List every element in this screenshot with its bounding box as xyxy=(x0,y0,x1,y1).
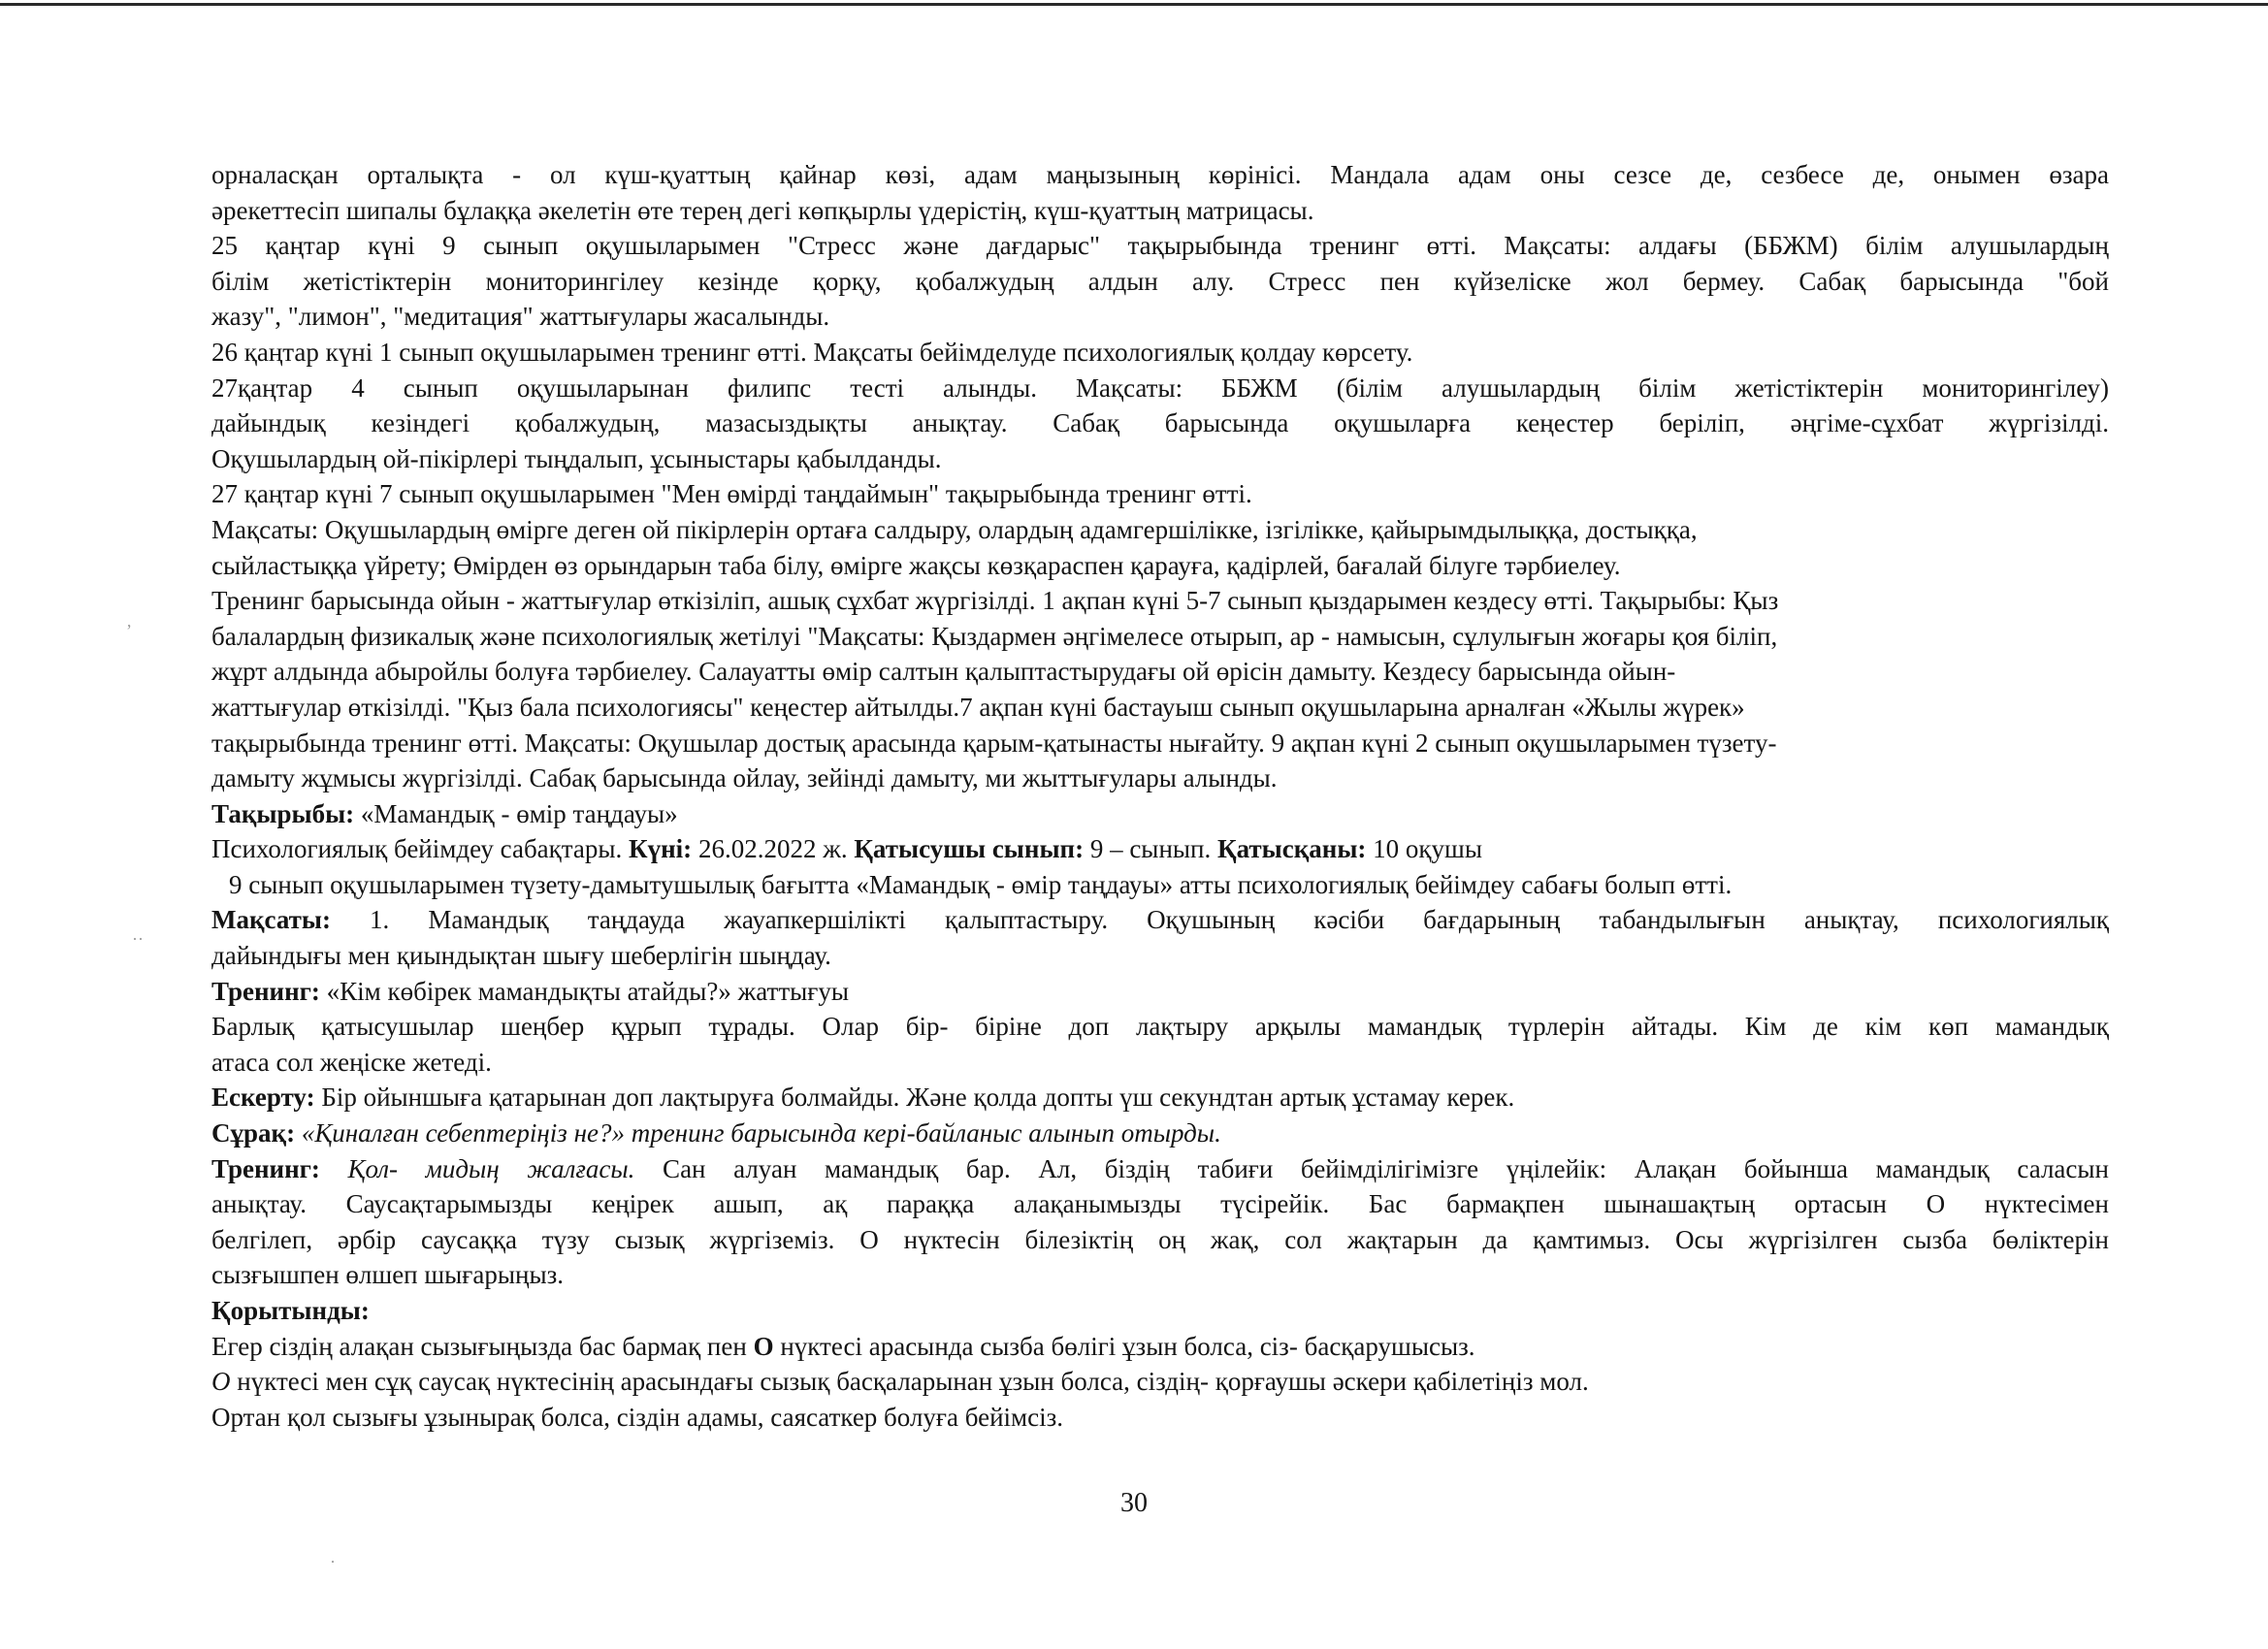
body-line: Оқушылардың ой-пікірлері тыңдалып, ұсыныстары қабылданды. xyxy=(211,443,942,473)
count-label: Қатысқаны: xyxy=(1217,834,1367,864)
body-line: 26 қаңтар күні 1 сынып оқушыларымен тренинг өтті. Мақсаты бейімделуде психологиялық қолдау көрсету. xyxy=(211,337,1413,367)
body-line: дамыту жұмысы жүргізілді. Сабақ барысында ойлау, зейінді дамыту, ми жыттығулары алынды. xyxy=(211,763,1278,793)
training-line xyxy=(211,1151,2109,1187)
question-text: «Қиналған себептеріңіз не?» тренинг барысында кері-байланыс алынып отырды. xyxy=(295,1118,1221,1148)
scan-speck: ʼ xyxy=(126,621,132,640)
body-line: балалардың физикалық және психологиялық жетілуі "Мақсаты: Қыздармен әңгімелесе отырып, ар - намысын, сұлулығын жоғары қоя біліп, xyxy=(211,621,1778,651)
conclusion-heading xyxy=(211,1293,2109,1329)
note-label: Ескерту: xyxy=(211,1083,315,1113)
body-line: әрекеттесіп шипалы бұлаққа әкелетін өте терең дегі көпқырлы үдерістің, күш-қуаттың матрицасы. xyxy=(211,195,1314,225)
scan-speck: ·· xyxy=(132,929,144,949)
body-line: атаса сол жеңіске жетеді. xyxy=(211,1047,492,1077)
session-info-line xyxy=(211,831,2109,867)
note-text: Бір ойыншыға қатарынан доп лақтыруға болмайды. Және қолда допты үш секундтан артық ұстамау керек. xyxy=(314,1083,1515,1113)
body-line: 27 қаңтар күні 7 сынып оқушыларымен "Мен өмірді таңдаймын" тақырыбында тренинг өтті. xyxy=(211,479,1252,509)
conclusion-text: нүктесі мен сұқ саусақ нүктесінің арасындағы сызық басқаларынан ұзын болса, сіздің- қорғаушы әскери қабілетіңіз мол. xyxy=(230,1367,1589,1397)
training-text: «Кім көбірек мамандықты атайды?» жаттығуы xyxy=(319,976,849,1006)
goal-line xyxy=(211,902,2109,938)
scan-speck: · xyxy=(330,1552,336,1571)
top-scan-edge xyxy=(0,3,2268,6)
body-line: белгілеп, әрбір саусаққа түзу сызық жүргіземіз. О нүктесін білезіктің оң жақ, сол жақтарын да қамтимыз. Осы жүргізілген сызба бөліктерін xyxy=(211,1224,2109,1254)
conclusion-line: Ортан қол сызығы ұзынырақ болса, сіздін адамы, саясаткер болуға бейімсіз. xyxy=(211,1402,1064,1432)
conclusion-text: Егер сіздің алақан сызығыңызда бас бармақ пен xyxy=(211,1331,754,1361)
point-o: О xyxy=(753,1331,774,1361)
date-value: 26.02.2022 ж. xyxy=(692,834,855,864)
conclusion-label: Қорытынды: xyxy=(211,1296,370,1325)
conclusion-line xyxy=(211,1364,2109,1400)
goal-label: Мақсаты: xyxy=(211,905,331,935)
body-line: орналасқан орталықта - ол күш-қуаттың қайнар көзі, адам маңызының көрінісі. Мандала адам оны сезсе де, сезбесе де, онымен өзара xyxy=(211,160,2109,189)
body-line: жұрт алдында абыройлы болуға тәрбиелеу. Салауатты өмір салтын қалыптастырудағы ой өрісін дамыту. Кездесу барысында ойын- xyxy=(211,657,1676,687)
date-label: Күні: xyxy=(629,834,693,864)
body-line: Тренинг барысында ойын - жаттығулар өткізіліп, ашық сұхбат жүргізілді. 1 ақпан күні 5-7 сынып қыздарымен кездесу өтті. Тақырыбы: Қыз xyxy=(211,586,1779,616)
body-line: жаттығулар өткізілді. "Қыз бала психологиясы" кеңестер айтылды.7 ақпан күні бастауыш сынып оқушыларына арналған «Жылы жүрек» xyxy=(211,692,1745,722)
body-line: 25 қаңтар күні 9 сынып оқушыларымен "Стресс және дағдарыс" тақырыбында тренинг өтті. Мақсаты: алдағы (ББЖМ) білім алушылардың xyxy=(211,231,2109,261)
topic-text: «Мамандық - өмір таңдауы» xyxy=(354,798,678,828)
body-line: дайындық кезіндегі қобалжудың, мазасыздықты анықтау. Сабақ барысында оқушыларға кеңестер беріліп, әңгіме-сұхбат жүргізілді. xyxy=(211,408,2109,438)
body-line: Барлық қатысушылар шеңбер құрып тұрады. Олар бір- біріне доп лақтыру арқылы мамандық түрлерін айтады. Кім де кім көп мамандық xyxy=(211,1012,2109,1042)
count-value: 10 оқушы xyxy=(1366,834,1482,864)
body-line: 27қаңтар 4 сынып оқушыларынан филипс тесті алынды. Мақсаты: ББЖМ (білім алушылардың білім жетістіктерін мониторингілеу) xyxy=(211,372,2109,403)
class-label: Қатысушы сынып: xyxy=(854,834,1085,864)
session-type: Психологиялық бейімдеу сабақтары. xyxy=(211,834,630,864)
note-line xyxy=(211,1080,2109,1116)
page-number: 30 xyxy=(1120,1488,1148,1518)
training-label: Тренинг: xyxy=(211,976,320,1006)
question-label: Сұрақ: xyxy=(211,1118,296,1148)
goal-text: 1. Мамандық таңдауда жауапкершілікті қалыптастыру. Оқушының кәсіби бағдарының табандылығын анықтау, психологиялық xyxy=(331,905,2109,935)
body-line: жазу", "лимон", "медитация" жаттығулары жасалынды. xyxy=(211,302,830,332)
topic-line xyxy=(211,796,2109,832)
body-line: анықтау. Саусақтарымызды кеңірек ашып, ақ параққа алақанымызды түсірейік. Бас бармақпен шынашақтың ортасын О нүктесімен xyxy=(211,1189,2109,1219)
topic-label: Тақырыбы: xyxy=(211,798,355,828)
point-o: О xyxy=(211,1367,231,1397)
conclusion-line xyxy=(211,1329,2109,1365)
body-line: сызғышпен өлшеп шығарыңыз. xyxy=(211,1260,565,1290)
body-line: Мақсаты: Оқушылардың өмірге деген ой пікірлерін ортаға салдыру, олардың адамгершілікке, ізгілікке, қайырымдылыққа, достыққа, xyxy=(211,514,1698,544)
question-line xyxy=(211,1116,2109,1151)
training-title: Қол- мидың жалғасы. xyxy=(319,1153,635,1183)
document-body xyxy=(211,157,2109,1435)
training-line xyxy=(211,974,2109,1010)
body-line: білім жетістіктерін мониторингілеу кезінде қорқу, қобалжудың алдын алу. Стресс пен күйзеліске жол бермеу. Сабақ барысында "бой xyxy=(211,266,2109,296)
body-line: дайындығы мен қиындықтан шығу шеберлігін шыңдау. xyxy=(211,941,831,971)
class-value: 9 – сынып. xyxy=(1084,834,1217,864)
body-line: тақырыбында тренинг өтті. Мақсаты: Оқушылар достық арасында қарым-қатынасты нығайту. 9 ақпан күні 2 сынып оқушыларымен түзету- xyxy=(211,728,1777,758)
training-label: Тренинг: xyxy=(211,1153,320,1183)
body-line: 9 сынып оқушыларымен түзету-дамытушылық бағытта «Мамандық - өмір таңдауы» атты психологиялық бейімдеу сабағы болып өтті. xyxy=(229,869,1733,899)
training-text: Сан алуан мамандық бар. Ал, біздің табиғи бейімділігімізге үңілейік: Алақан бойынша мамандық саласын xyxy=(634,1153,2109,1183)
body-line: сыйластыққа үйрету; Өмірден өз орындарын таба білу, өмірге жақсы көзқараспен қарауға, қадірлей, бағалай білуге тәрбиелеу. xyxy=(211,550,1621,580)
conclusion-text: нүктесі арасында сызба бөлігі ұзын болса, сіз- басқарушысыз. xyxy=(773,1331,1475,1361)
